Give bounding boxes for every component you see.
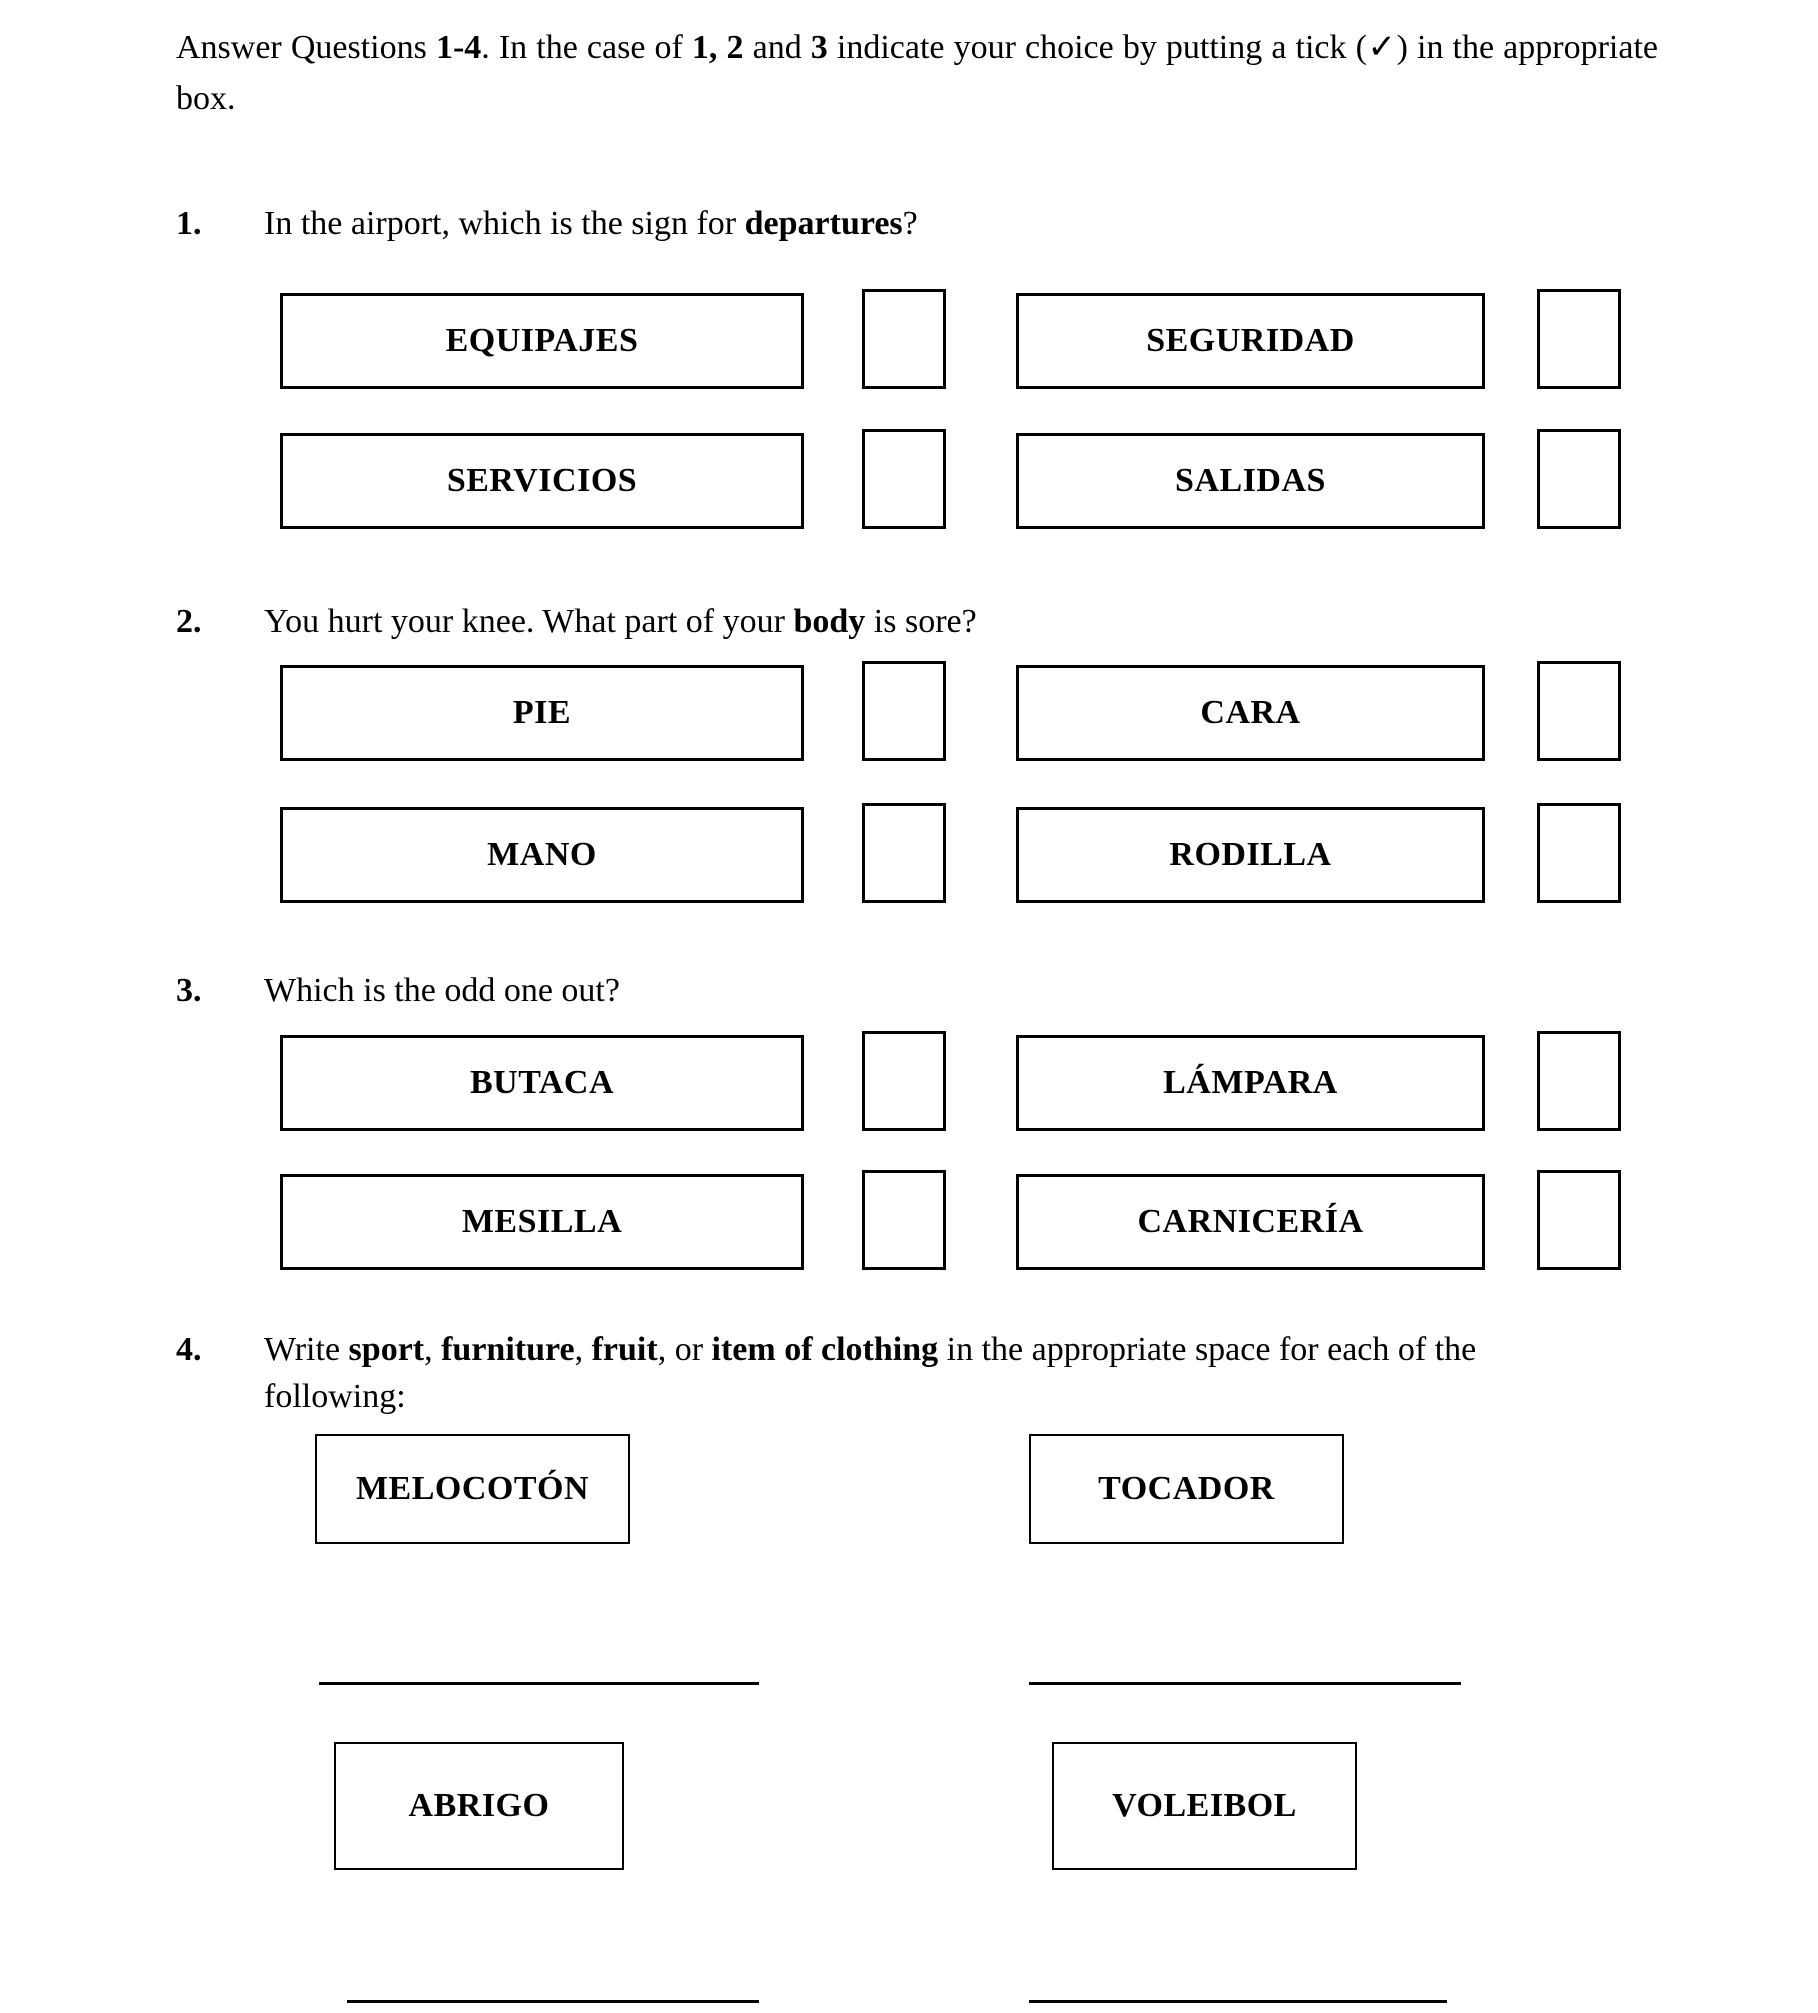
question-number: 1. bbox=[176, 205, 202, 242]
option-box-salidas: SALIDAS bbox=[1016, 433, 1485, 529]
checkbox-cara[interactable] bbox=[1537, 661, 1621, 761]
option-box-cara: CARA bbox=[1016, 665, 1485, 761]
option-box-carniceria: CARNICERÍA bbox=[1016, 1174, 1485, 1270]
question-3-header bbox=[176, 967, 1696, 1014]
question-1-header bbox=[176, 200, 1696, 247]
option-box-rodilla: RODILLA bbox=[1016, 807, 1485, 903]
word-box-abrigo: ABRIGO bbox=[334, 1742, 624, 1870]
checkbox-salidas[interactable] bbox=[1537, 429, 1621, 529]
option-box-pie: PIE bbox=[280, 665, 804, 761]
answer-line-abrigo[interactable] bbox=[347, 2000, 759, 2003]
checkbox-seguridad[interactable] bbox=[1537, 289, 1621, 389]
instructions-text: Answer Questions 1-4. In the case of 1, 2 and 3 indicate your choice by putting a tick (✓) in the appropriate box. bbox=[176, 29, 1658, 117]
checkbox-lampara[interactable] bbox=[1537, 1031, 1621, 1131]
checkbox-pie[interactable] bbox=[862, 661, 946, 761]
option-box-seguridad: SEGURIDAD bbox=[1016, 293, 1485, 389]
option-box-equipajes: EQUIPAJES bbox=[280, 293, 804, 389]
question-number: 2. bbox=[176, 603, 202, 640]
question-number: 4. bbox=[176, 1331, 202, 1368]
checkbox-mesilla[interactable] bbox=[862, 1170, 946, 1270]
checkbox-mano[interactable] bbox=[862, 803, 946, 903]
option-box-mano: MANO bbox=[280, 807, 804, 903]
checkbox-equipajes[interactable] bbox=[862, 289, 946, 389]
question-number: 3. bbox=[176, 972, 202, 1009]
answer-line-voleibol[interactable] bbox=[1029, 2000, 1447, 2003]
word-box-tocador: TOCADOR bbox=[1029, 1434, 1344, 1544]
checkbox-carniceria[interactable] bbox=[1537, 1170, 1621, 1270]
answer-line-melocoton[interactable] bbox=[319, 1682, 759, 1685]
checkbox-butaca[interactable] bbox=[862, 1031, 946, 1131]
question-2-header bbox=[176, 598, 1696, 645]
answer-line-tocador[interactable] bbox=[1029, 1682, 1461, 1685]
question-text: Write sport, furniture, fruit, or item of clothing in the appropriate space for each of the following: bbox=[264, 1331, 1477, 1415]
question-text: You hurt your knee. What part of your body is sore? bbox=[264, 603, 977, 640]
question-text: Which is the odd one out? bbox=[264, 972, 620, 1009]
option-box-lampara: LÁMPARA bbox=[1016, 1035, 1485, 1131]
word-box-melocoton: MELOCOTÓN bbox=[315, 1434, 630, 1544]
option-box-mesilla: MESILLA bbox=[280, 1174, 804, 1270]
checkbox-servicios[interactable] bbox=[862, 429, 946, 529]
option-box-servicios: SERVICIOS bbox=[280, 433, 804, 529]
question-4-header bbox=[176, 1326, 1596, 1420]
word-box-voleibol: VOLEIBOL bbox=[1052, 1742, 1357, 1870]
question-text: In the airport, which is the sign for departures? bbox=[264, 205, 918, 242]
checkbox-rodilla[interactable] bbox=[1537, 803, 1621, 903]
option-box-butaca: BUTACA bbox=[280, 1035, 804, 1131]
